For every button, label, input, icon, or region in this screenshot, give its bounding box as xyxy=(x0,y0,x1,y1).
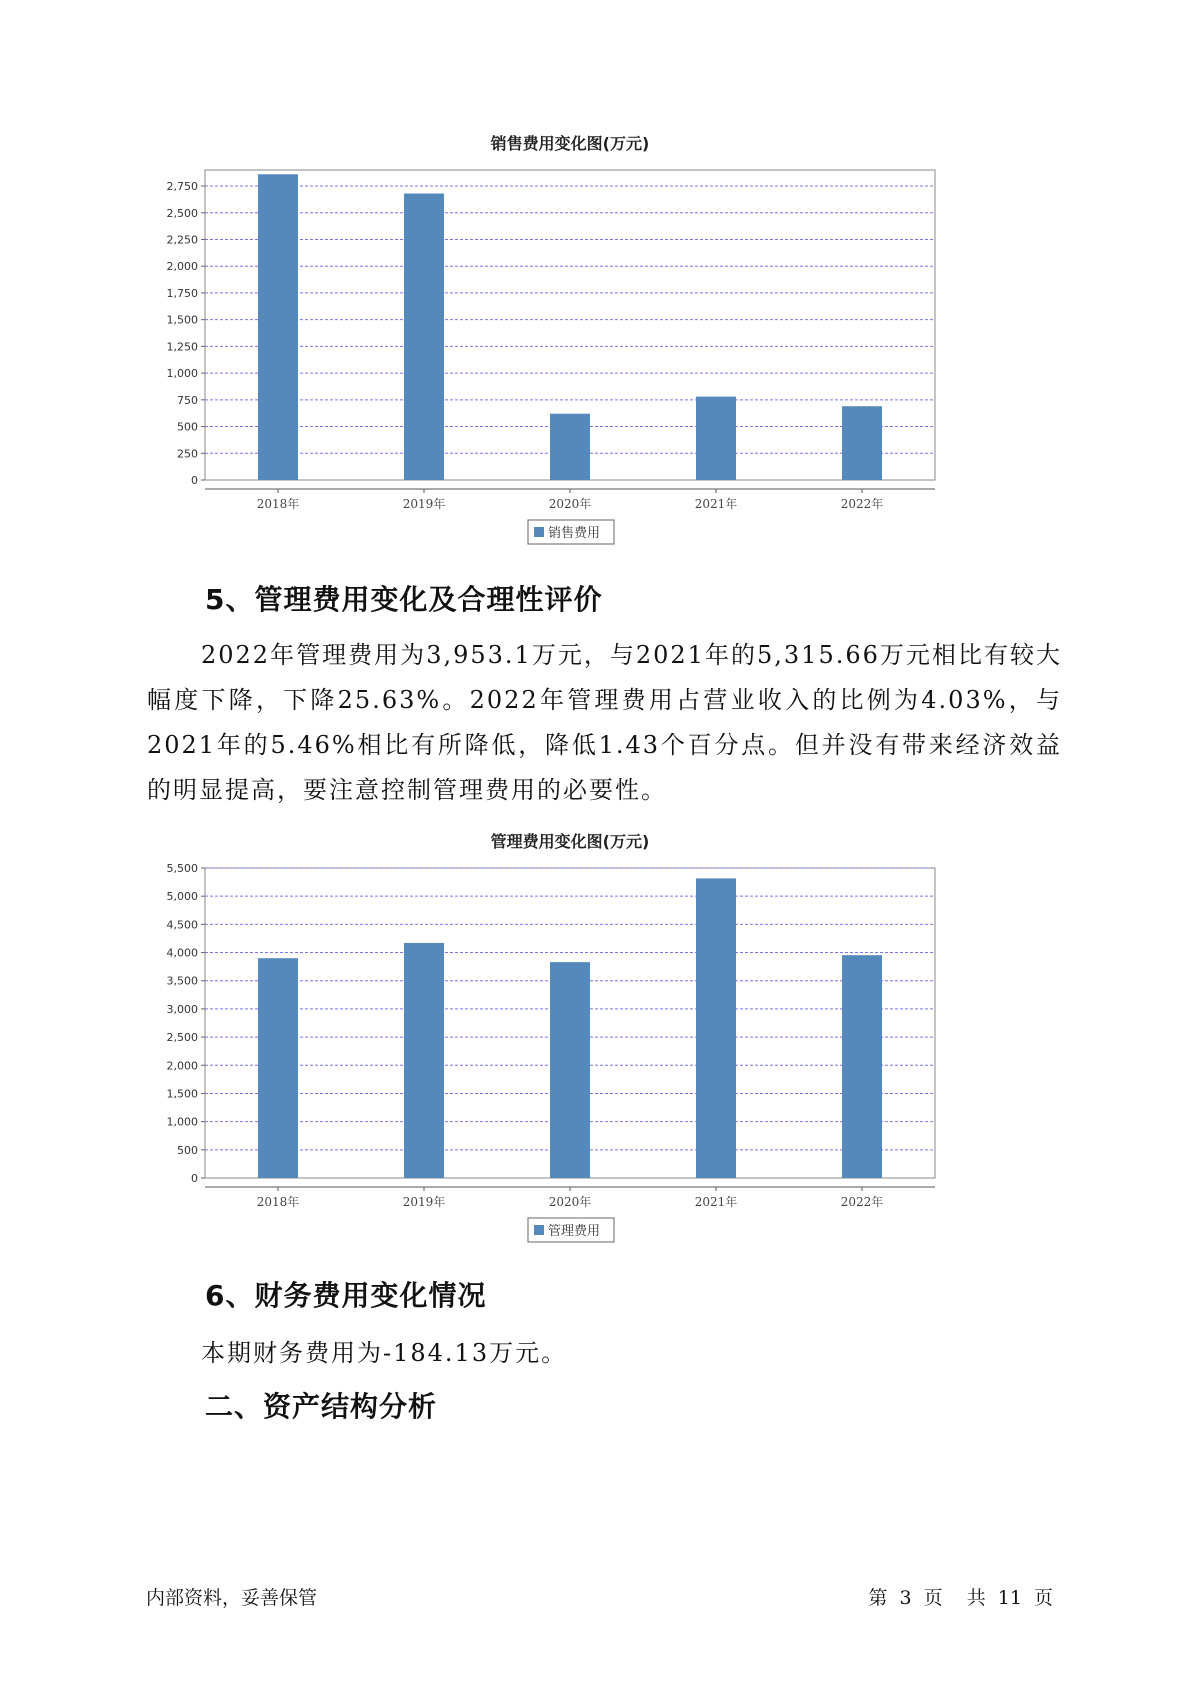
admin-expense-chart-svg xyxy=(150,823,1030,1248)
y-tick-label: 250 xyxy=(177,447,198,461)
y-tick-label: 2,500 xyxy=(166,1031,198,1045)
chart-title: 销售费用变化图(万元) xyxy=(490,134,650,153)
x-tick-label: 2021年 xyxy=(694,1195,738,1209)
x-tick-label: 2018年 xyxy=(256,497,300,511)
page-number: 3 xyxy=(899,1587,912,1609)
section-5-heading: 5、管理费用变化及合理性评价 xyxy=(205,583,603,616)
y-tick-label: 0 xyxy=(191,474,198,487)
y-tick-label: 500 xyxy=(177,1143,198,1157)
bar xyxy=(696,878,736,1178)
x-tick-label: 2022年 xyxy=(840,1195,884,1209)
y-tick-label: 1,750 xyxy=(166,286,198,300)
y-tick-label: 3,500 xyxy=(166,974,198,988)
y-tick-label: 2,000 xyxy=(166,1059,198,1073)
x-tick-label: 2020年 xyxy=(548,497,592,511)
y-tick-label: 0 xyxy=(191,1172,198,1185)
x-tick-label: 2020年 xyxy=(548,1195,592,1209)
y-tick-label: 4,000 xyxy=(166,946,198,960)
bar xyxy=(258,174,298,480)
sales-expense-chart xyxy=(150,125,1030,550)
y-tick-label: 1,000 xyxy=(166,1115,198,1129)
y-tick-label: 1,000 xyxy=(166,367,198,381)
section-5-paragraph: 2022年管理费用为3,953.1万元，与2021年的5,315.66万元相比有较大幅度下降，下降25.63%。2022年管理费用占营业收入的比例为4.03%，与2021年的5.46%相比有所降低，降低1.43个百分点。但并没有带来经济效益的明显提高，要注意控制管理费用的必要性。 xyxy=(147,641,1062,804)
legend-label: 销售费用 xyxy=(548,526,601,541)
legend-label: 管理费用 xyxy=(548,1224,601,1239)
bar xyxy=(550,414,590,480)
page-suffix: 页 xyxy=(923,1587,943,1609)
x-tick-label: 2022年 xyxy=(840,497,884,511)
y-tick-label: 1,500 xyxy=(166,1087,198,1101)
x-tick-label: 2019年 xyxy=(402,497,446,511)
chart-title: 管理费用变化图(万元) xyxy=(490,832,650,851)
admin-expense-chart xyxy=(150,823,1030,1248)
y-tick-label: 3,000 xyxy=(166,1002,198,1016)
y-tick-label: 1,500 xyxy=(166,313,198,327)
total-number: 11 xyxy=(997,1587,1022,1609)
y-tick-label: 2,750 xyxy=(166,180,198,194)
x-tick-label: 2018年 xyxy=(256,1195,300,1209)
y-tick-label: 5,000 xyxy=(166,890,198,904)
x-tick-label: 2021年 xyxy=(694,497,738,511)
y-tick-label: 1,250 xyxy=(166,340,198,354)
bar xyxy=(404,194,444,480)
sales-expense-chart-svg xyxy=(150,125,1030,550)
y-tick-label: 4,500 xyxy=(166,918,198,932)
y-tick-label: 500 xyxy=(177,420,198,434)
bar xyxy=(404,943,444,1178)
y-tick-label: 2,000 xyxy=(166,260,198,274)
section-two-heading: 二、资产结构分析 xyxy=(205,1390,438,1423)
footer-page-info xyxy=(868,1583,1053,1610)
y-tick-label: 5,500 xyxy=(166,862,198,875)
y-tick-label: 750 xyxy=(177,393,198,407)
bar xyxy=(696,397,736,480)
y-tick-label: 2,500 xyxy=(166,206,198,220)
section-6-heading: 6、财务费用变化情况 xyxy=(205,1279,487,1312)
bar xyxy=(842,955,882,1178)
x-tick-label: 2019年 xyxy=(402,1195,446,1209)
legend-swatch xyxy=(534,1225,544,1235)
bar xyxy=(258,958,298,1178)
bar xyxy=(550,962,590,1178)
total-prefix: 共 xyxy=(966,1587,986,1609)
section-6-paragraph: 本期财务费用为-184.13万元。 xyxy=(201,1339,568,1367)
total-suffix: 页 xyxy=(1033,1587,1053,1609)
footer-confidential-note: 内部资料，妥善保管 xyxy=(146,1587,318,1609)
page-prefix: 第 xyxy=(868,1587,888,1609)
bar xyxy=(842,406,882,480)
y-tick-label: 2,250 xyxy=(166,233,198,247)
legend-swatch xyxy=(534,527,544,537)
